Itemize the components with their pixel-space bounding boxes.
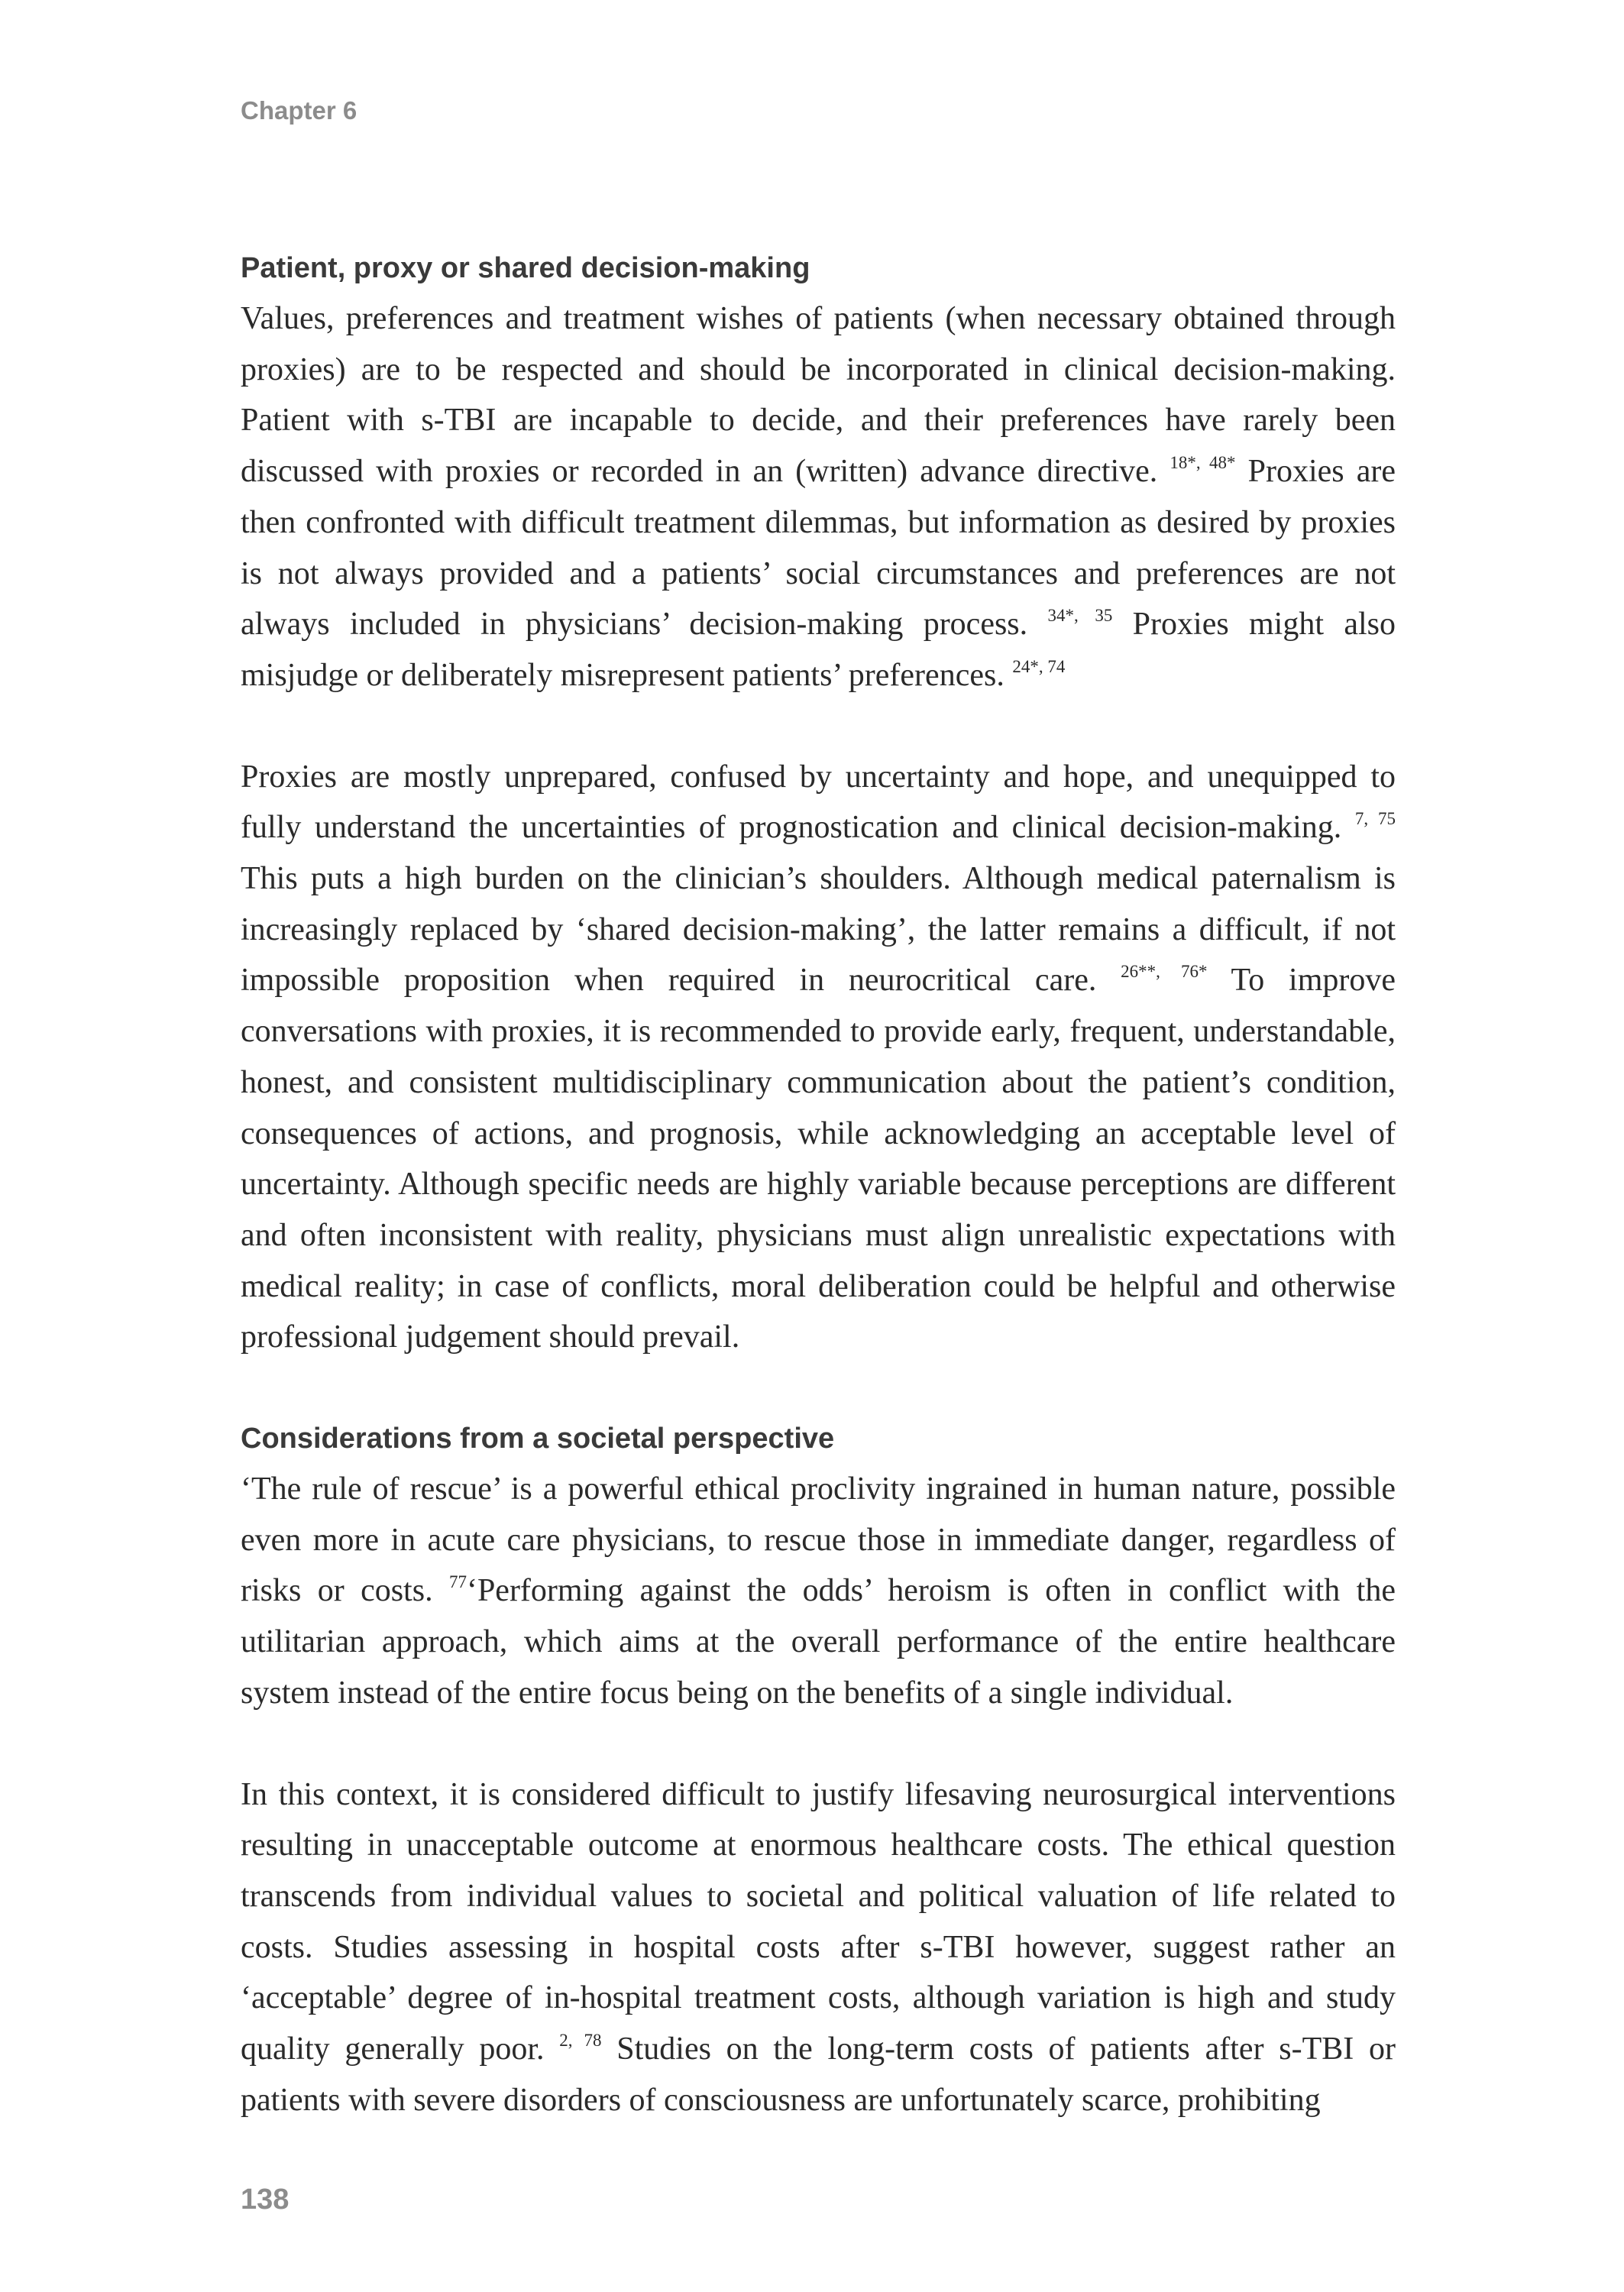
citation: 2, 78 [559,2030,602,2050]
citation: 26**, 76* [1121,962,1208,982]
paragraph-text: Values, preferences and treatment wishes of patients (when necessary obtained through proxies) are to be respected and should be incorporated in clinical decision-making. Patient with s-TBI are incapable to decide, and their preferences have rarely been discussed with proxies or recorded in an (written) advance directive. [241,301,1396,490]
paragraph [241,752,1396,1363]
paragraph [241,293,1396,701]
paragraph [241,1769,1396,2126]
section-heading-societal-perspective: Considerations from a societal perspective [241,1423,835,1455]
paragraph-text: To improve conversations with proxies, it is recommended to provide early, frequent, understandable, honest, and consistent multidisciplinary communication about the patient’s condition, consequences of actions, and prognosis, while acknowledging an acceptable level of uncertainty. Although specific needs are highly variable because perceptions are different and often inconsistent with reality, physicians must align unrealistic expectations with medical reality; in case of conflicts, moral deliberation could be helpful and otherwise professional judgement should prevail. [241,963,1396,1355]
paragraph-text: This puts a high burden on the clinician’s shoulders. Although medical paternalism is increasingly replaced by ‘shared decision-making’, the latter remains a difficult, if not impossible proposition when required in neurocritical care. [241,861,1396,999]
running-header: Chapter 6 [241,96,357,125]
citation: 24*, 74 [1012,656,1066,676]
paragraph-text: Proxies are then confronted with difficult treatment dilemmas, but information as desired by proxies is not always provided and a patients’ social circumstances and preferences are not always included in physicians’ decision-making process. [241,454,1396,643]
paragraph-text: Studies on the long-term costs of patients after s-TBI or patients with severe disorders of consciousness are unfortunately scarce, prohibiting [241,2031,1396,2118]
paragraph [241,1464,1396,1719]
citation: 34*, 35 [1047,605,1113,625]
section-heading-decision-making: Patient, proxy or shared decision-making [241,252,810,284]
citation: 7, 75 [1354,809,1396,829]
page-body [241,243,1396,2126]
paragraph-text: Proxies are mostly unprepared, confused by uncertainty and hope, and unequipped to fully understand the uncertainties of prognostication and clinical decision-making. [241,759,1396,846]
paragraph-text: Proxies might also misjudge or deliberately misrepresent patients’ preferences. [241,607,1396,693]
paragraph-text: ‘The rule of rescue’ is a powerful ethical proclivity ingrained in human nature, possible even more in acute care physicians, to rescue those in immediate danger, regardless of risks or costs. [241,1471,1396,1609]
citation: 18*, 48* [1169,452,1236,472]
page-number: 138 [241,2184,290,2216]
paragraph-text: In this context, it is considered difficult to justify lifesaving neurosurgical interventions resulting in unacceptable outcome at enormous healthcare costs. The ethical question transcends from individual values to societal and political valuation of life related to costs. Studies assessing in hospital costs after s-TBI however, suggest rather an ‘acceptable’ degree of in-hospital treatment costs, although variation is high and study quality generally poor. [241,1776,1396,2067]
paragraph-text: ‘Performing against the odds’ heroism is often in conflict with the utilitarian approach, which aims at the overall performance of the entire healthcare system instead of the entire focus being on the benefits of a single individual. [241,1573,1396,1711]
citation: 77 [448,1572,467,1592]
